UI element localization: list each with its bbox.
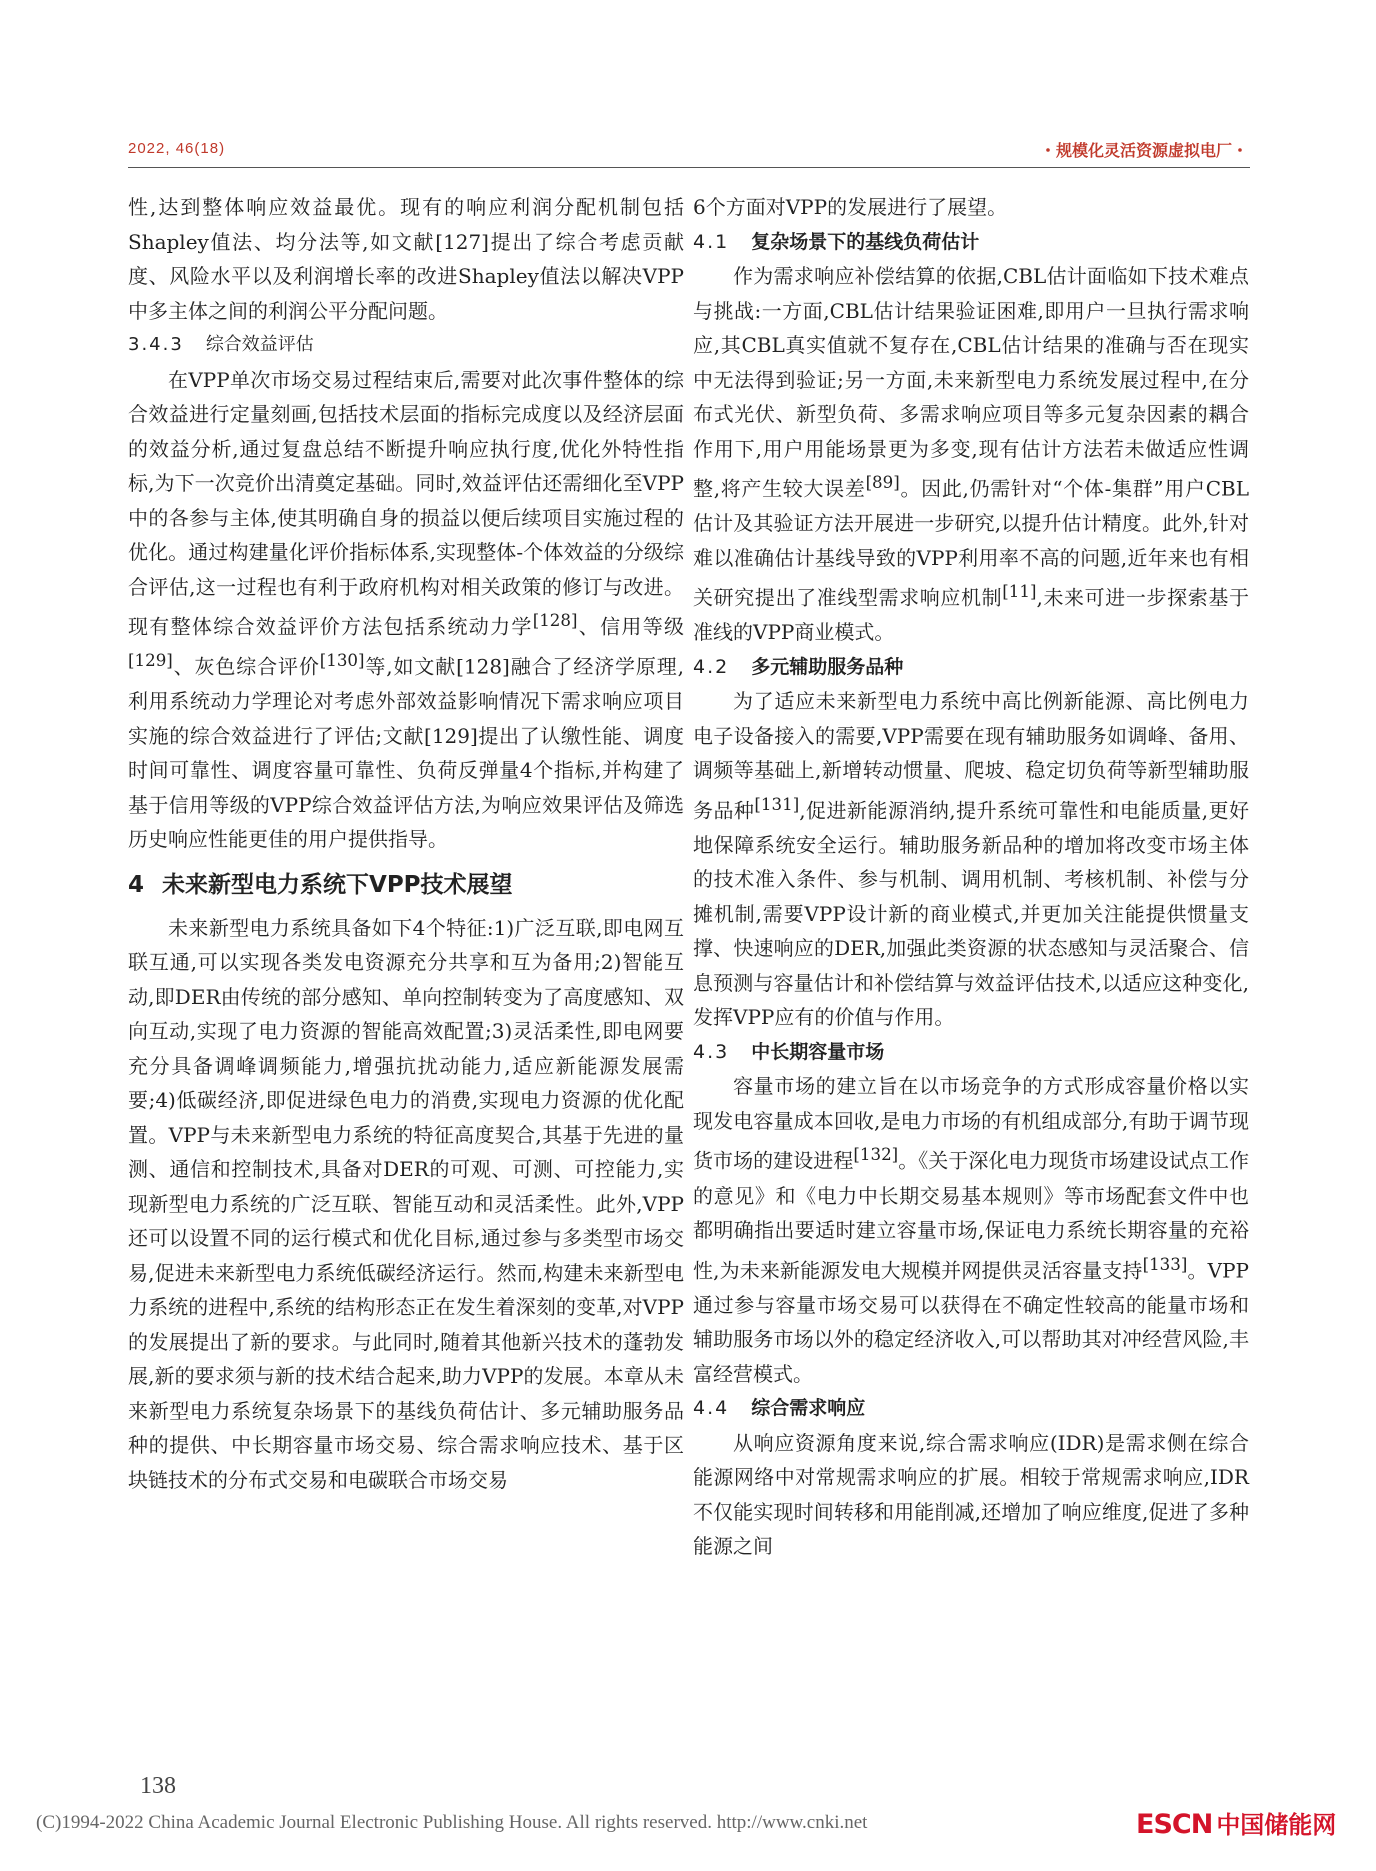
section-heading-4 (128, 865, 684, 905)
text-run: ,促进新能源消纳,提升系统可靠性和电能质量,更好地保障系统安全运行。辅助服务新品种的增加将改变市场主体的技术准入条件、参与机制、调用机制、考核机制、补偿与分摊机制,需要VPP设计新的商业模式,并更加关注能提供惯量支撑、快速响应的DER,加强此类资源的状态感知与灵活聚合、信息预测与容量估计和补偿结算与效益评估技术,以适应这种变化,发挥VPP应有的价值与作用。 (693, 798, 1250, 1030)
text-run: 作为需求响应补偿结算的依据,CBL估计面临如下技术难点与挑战:一方面,CBL估计结果验证困难,即用户一旦执行需求响应,其CBL真实值就不复存在,CBL估计结果的准确与否在现实中无法得到验证;另一方面,未来新型电力系统发展过程中,在分布式光伏、新型负荷、多需求响应项目等多元复杂因素的耦合作用下,用户用能场景更为多变,现有估计方法若未做适应性调整,将产生较大误差 (693, 264, 1249, 501)
text-run: 。VPP通过参与容量市场交易可以获得在不确定性较高的能量市场和辅助服务市场以外的稳定经济收入,可以帮助其对冲经营风险,丰富经营模式。 (693, 1258, 1250, 1386)
escn-logo[interactable] (1132, 1805, 1340, 1839)
paragraph (693, 684, 1249, 1035)
citation-link[interactable]: [133] (1142, 1254, 1188, 1274)
text-run: ,未来可进一步探索基于准线的VPP商业模式。 (693, 585, 1250, 645)
paragraph: 未来新型电力系统具备如下4个特征:1)广泛互联,即电网互联互通,可以实现各类发电资源充分共享和互为备用;2)智能互动,即DER由传统的部分感知、单向控制转变为了高度感知、双向互动,实现了电力资源的智能高效配置;3)灵活柔性,即电网要充分具备调峰调频能力,增强抗扰动能力,适应新能源发展需要;4)低碳经济,即促进绿色电力的消费,实现电力资源的优化配置。VPP与未来新型电力系统的特征高度契合,其基于先进的量测、通信和控制技术,具备对DER的可观、可测、可控能力,实现新型电力系统的广泛互联、智能互动和灵活柔性。此外,VPP还可以设置不同的运行模式和优化目标,通过参与多类型市场交易,促进未来新型电力系统低碳经济运行。然而,构建未来新型电力系统的进程中,系统的结构形态正在发生着深刻的变革,对VPP的发展提出了新的要求。与此同时,随着其他新兴技术的蓬勃发展,新的要求须与新的技术结合起来,助力VPP的发展。本章从未来新型电力系统复杂场景下的基线负荷估计、多元辅助服务品种的提供、中长期容量市场交易、综合需求响应技术、基于区块链技术的分布式交易和电碳联合市场交易 (128, 915, 684, 1492)
logo-latin-text: ESCN (1136, 1809, 1213, 1840)
section-number: 4.4 (693, 1397, 730, 1420)
paragraph: 6个方面对VPP的发展进行了展望。 (693, 195, 1008, 219)
running-title: ・规模化灵活资源虚拟电厂・ (1039, 141, 1248, 160)
text-run: 、信用等级 (577, 614, 685, 639)
paragraph (693, 259, 1249, 650)
section-number: 4 (128, 871, 145, 898)
section-title: 复杂场景下的基线负荷估计 (751, 230, 980, 253)
section-heading-4-4 (693, 1391, 1249, 1426)
citation-link[interactable]: [131] (754, 794, 800, 814)
text-run: 容量市场的建立旨在以市场竞争的方式形成容量价格以实现发电容量成本回收,是电力市场的有机组成部分,有助于调节现货市场的建设进程 (693, 1074, 1249, 1174)
right-column (693, 190, 1249, 1564)
text-run: 为了适应未来新型电力系统中高比例新能源、高比例电力电子设备接入的需要,VPP需要在现有辅助服务如调峰、备用、调频等基础上,新增转动惯量、爬坡、稳定切负荷等新型辅助服务品种 (693, 689, 1249, 823)
text-run: 。《关于深化电力现货市场建设试点工作的意见》和《电力中长期交易基本规则》等市场配套文件中也都明确指出要适时建立容量市场,保证电力系统长期容量的充裕性,为未来新能源发电大规模并网提供灵活容量支持 (693, 1149, 1250, 1283)
section-number: 4.1 (693, 230, 730, 253)
citation-link[interactable]: [130] (319, 651, 365, 671)
citation-link[interactable]: [129] (128, 651, 173, 671)
section-number: 4.3 (693, 1040, 730, 1063)
journal-issue: 2022, 46(18) (128, 140, 226, 157)
section-title: 综合效益评估 (205, 334, 314, 355)
section-heading-3-4-3 (128, 328, 684, 363)
section-number: 4.2 (693, 655, 730, 678)
left-column (128, 190, 684, 1497)
paragraph: 性,达到整体响应效益最优。现有的响应利润分配机制包括Shapley值法、均分法等,如文献[127]提出了综合考虑贡献度、风险水平以及利润增长率的改进Shapley值法以解决VPP中多主体之间的利润公平分配问题。 (128, 195, 684, 323)
section-number: 3.4.3 (128, 334, 184, 355)
text-run: 。因此,仍需针对“个体-集群”用户CBL估计及其验证方法开展进一步研究,以提升估计精度。此外,针对难以准确估计基线导致的VPP利用率不高的问题,近年来也有相关研究提出了准线型需求响应机制 (693, 476, 1249, 610)
section-title: 多元辅助服务品种 (751, 655, 904, 678)
section-title: 未来新型电力系统下VPP技术展望 (162, 871, 513, 898)
paragraph: 从响应资源角度来说,综合需求响应(IDR)是需求侧在综合能源网络中对常规需求响应的扩展。相较于常规需求响应,IDR不仅能实现时间转移和用能削减,还增加了响应维度,促进了多种能源之间 (693, 1430, 1249, 1559)
section-title: 综合需求响应 (751, 1397, 866, 1420)
citation-link[interactable]: [128] (532, 611, 578, 630)
section-heading-4-2 (693, 650, 1249, 685)
section-heading-4-1 (693, 225, 1249, 260)
section-title: 中长期容量市场 (751, 1040, 885, 1063)
copyright-notice: (C)1994-2022 China Academic Journal Electronic Publishing House. All rights reserved. http://www.cnki.net (36, 1812, 868, 1833)
paragraph (128, 363, 684, 857)
text-run: 在VPP单次市场交易过程结束后,需要对此次事件整体的综合效益进行定量刻画,包括技术层面的指标完成度以及经济层面的效益分析,通过复盘总结不断提升响应执行度,优化外特性指标,为下一次竞价出清奠定基础。同时,效益评估还需细化至VPP中的各参与主体,使其明确自身的损益以便后续项目实施过程的优化。通过构建量化评价指标体系,实现整体-个体效益的分级综合评估,这一过程也有利于政府机构对相关政策的修订与改进。现有整体综合效益评价方法包括系统动力学 (128, 367, 684, 639)
text-run: 等,如文献[128]融合了经济学原理,利用系统动力学理论对考虑外部效益影响情况下需求响应项目实施的综合效益进行了评估;文献[129]提出了认缴性能、调度时间可靠性、调度容量可靠性、负荷反弹量4个指标,并构建了基于信用等级的VPP综合效益评估方法,为响应效果评估及筛选历史响应性能更佳的用户提供指导。 (128, 654, 685, 852)
logo-cn-text: 中国储能网 (1216, 1811, 1337, 1839)
text-run: 、灰色综合评价 (172, 654, 320, 679)
page-number: 138 (140, 1773, 176, 1799)
citation-link[interactable]: [11] (1002, 582, 1037, 602)
paragraph (693, 1069, 1249, 1391)
header-rule (128, 167, 1250, 168)
citation-link[interactable]: [132] (853, 1145, 899, 1165)
citation-link[interactable]: [89] (865, 473, 900, 492)
section-heading-4-3 (693, 1035, 1249, 1070)
